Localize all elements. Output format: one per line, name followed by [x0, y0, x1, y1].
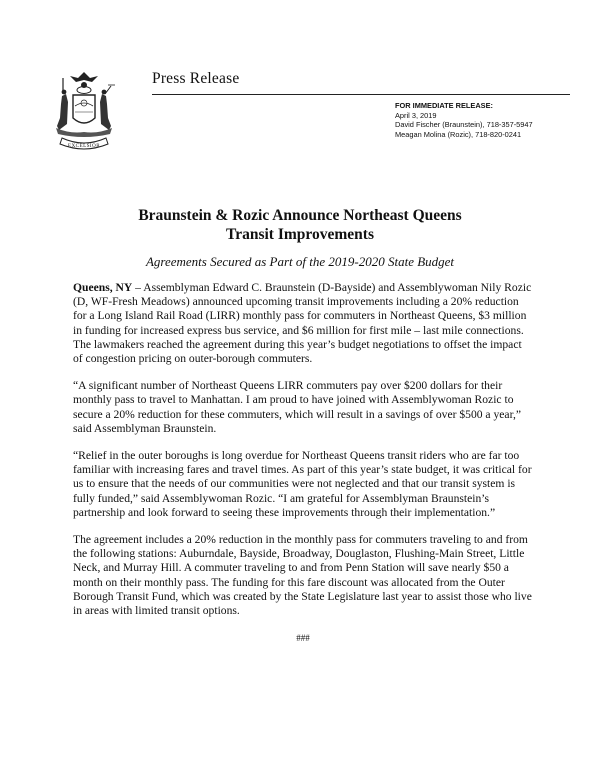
paragraph-4: The agreement includes a 20% reduction in the monthly pass for commuters traveling to and from the following stations: Auburndale, Bayside, Broadway, Douglaston, Flushing-Main Street, Little Neck, and Murray Hill. A commuter traveling to and from Penn Station will save nearly $50 a month on their monthly pass. The funding for this fare discount was allocated from the Outer Borough Transit Fund, which was created by the State Legislature last year to assist those who live in areas with limited transit options.: [73, 533, 532, 618]
end-mark: ###: [296, 633, 310, 644]
headline: [70, 206, 530, 244]
paragraph-1: [73, 281, 533, 366]
article-body: [73, 281, 533, 645]
dateline: Queens, NY: [73, 281, 133, 294]
release-label: FOR IMMEDIATE RELEASE:: [395, 101, 493, 110]
headline-line-2: Transit Improvements: [226, 226, 374, 243]
release-info: [395, 101, 533, 139]
paragraph-1-text: – Assemblyman Edward C. Braunstein (D-Bayside) and Assemblywoman Nily Rozic (D, WF-Fresh Meadows) announced upcoming transit improvements including a 20% reduction for a Long Island Rail Road (LIRR) monthly pass for commuters in Northeast Queens, $3 million in funding for increased express bus service, and $6 million for first mile – last mile connections. The lawmakers reached the agreement during this year’s budget negotiations to offset the impact of congestion pricing on outer-borough commuters.: [73, 281, 532, 366]
state-seal: [40, 68, 128, 156]
paragraph-2: “A significant number of Northeast Queens LIRR commuters pay over $200 dollars for their monthly pass to travel to Manhattan. I am proud to have joined with Assemblywoman Rozic to secure a 20% reduction for these commuters, which will result in a savings of over $500 a year,” said Assemblyman Braunstein.: [73, 379, 522, 435]
seal-motto: EXCELSIOR: [67, 143, 101, 149]
header-divider: [152, 94, 570, 95]
release-date: April 3, 2019: [395, 110, 437, 120]
paragraph-3: “Relief in the outer boroughs is long overdue for Northeast Queens transit riders who are far too familiar with increasing fares and travel times. As part of this year’s state budget, it was critical for us to ensure that the needs of our communities were not neglected and that our transit system is fully funded,” said Assemblywoman Rozic. “I am grateful for Assemblyman Braunstein’s partnership and look forward to seeing these improvements through their implementation.”: [73, 449, 532, 519]
contact-braunstein: David Fischer (Braunstein), 718-357-5947: [395, 120, 533, 130]
contact-rozic: Meagan Molina (Rozic), 718-820-0241: [395, 129, 522, 139]
headline-line-1: Braunstein & Rozic Announce Northeast Queens: [138, 207, 462, 224]
subheadline: Agreements Secured as Part of the 2019-2020 State Budget: [145, 254, 455, 269]
page-title: Press Release: [152, 70, 240, 87]
seal-icon: [40, 68, 128, 156]
